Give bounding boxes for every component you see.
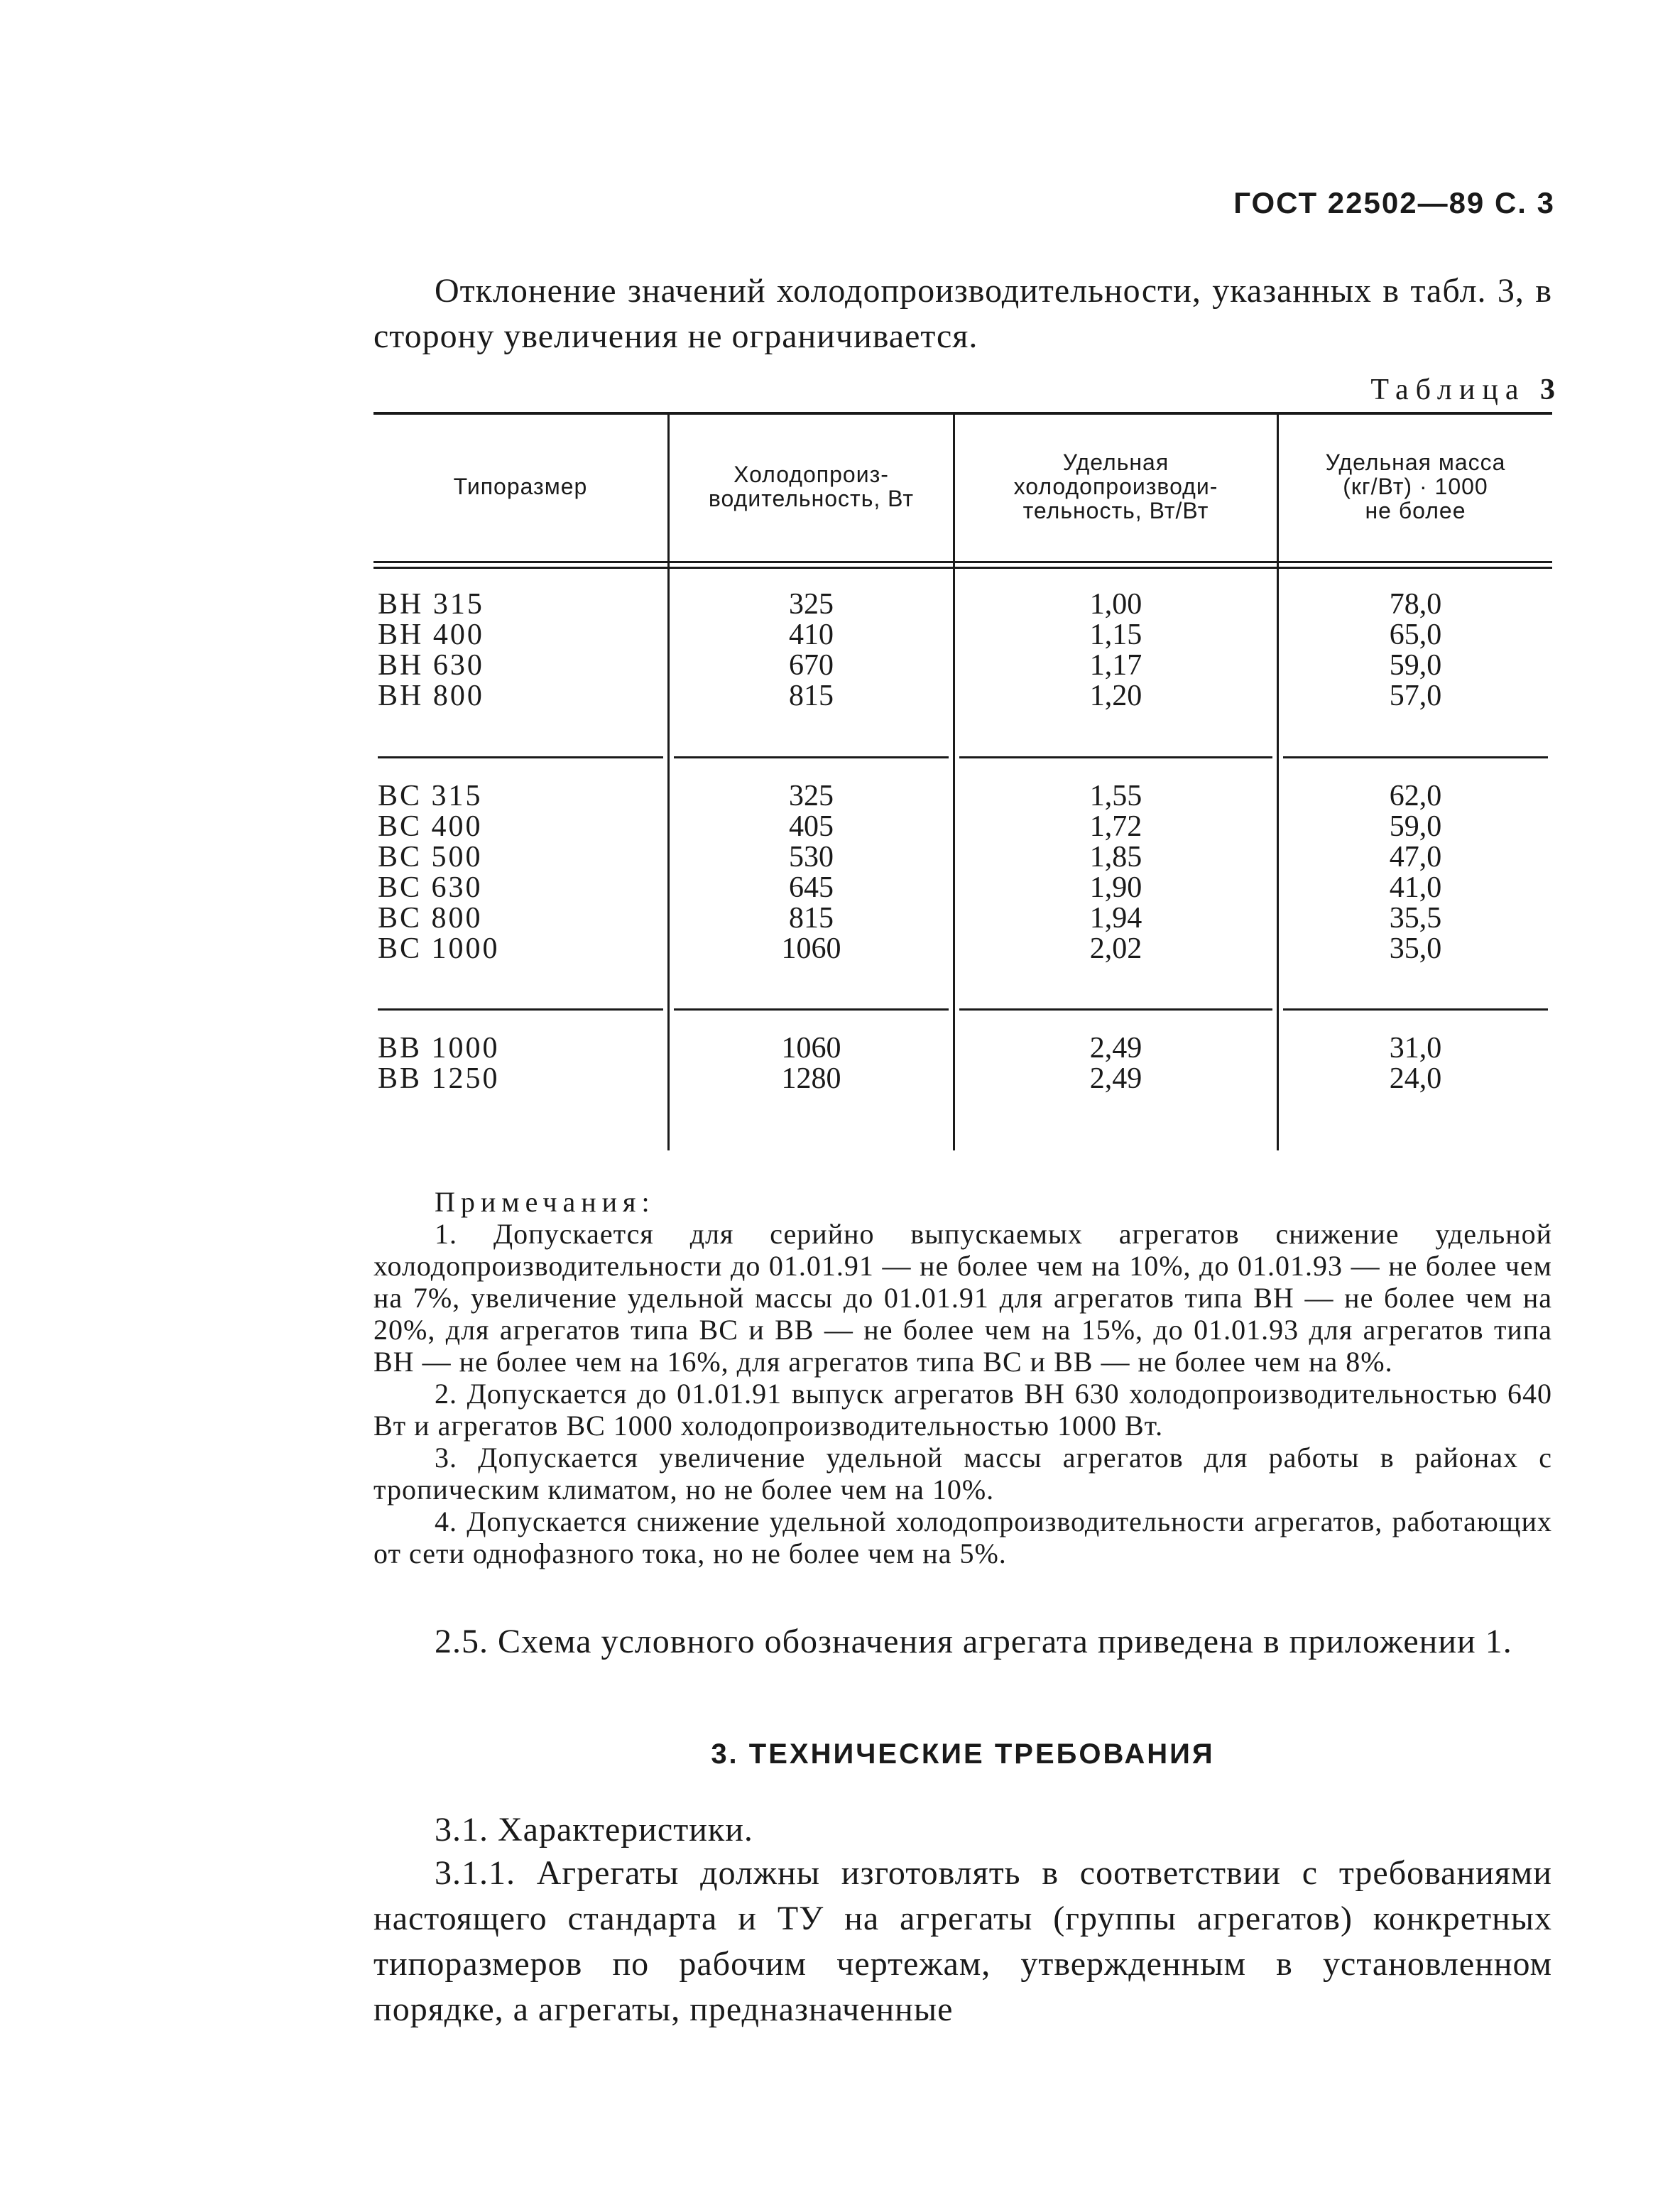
- group-separator: [1283, 1008, 1548, 1011]
- cell-specific-mass: 65,0: [1389, 619, 1442, 651]
- paragraph-2-5: 2.5. Схема условного обозначения агрегата приведена в приложении 1.: [435, 1623, 1512, 1660]
- paragraph-3-1: 3.1. Характеристики.: [435, 1811, 753, 1849]
- header-line: холодопроизводи-: [1013, 474, 1218, 499]
- cell-specific-capacity: 1,94: [1089, 902, 1142, 935]
- cell-capacity: 410: [789, 619, 834, 651]
- table-row: [373, 842, 1552, 872]
- data-table: [373, 412, 1552, 1150]
- cell-type: ВН 630: [378, 649, 484, 682]
- table-row: [373, 1064, 1552, 1094]
- notes-title: Примечания:: [435, 1186, 655, 1218]
- group-separator: [378, 1008, 663, 1011]
- cell-specific-mass: 24,0: [1389, 1062, 1442, 1095]
- cell-specific-mass: 62,0: [1389, 780, 1442, 812]
- cell-specific-mass: 59,0: [1389, 810, 1442, 843]
- table-label-number: 3: [1540, 374, 1555, 406]
- cell-specific-mass: 78,0: [1389, 588, 1442, 621]
- header-line: Типоразмер: [453, 474, 588, 499]
- table-row: [373, 873, 1552, 903]
- intro-paragraph: Отклонение значений холодопроизводительности, указанных в табл. 3, в сторону увеличения не ограничивается.: [373, 272, 1552, 355]
- header-capacity: [670, 412, 953, 561]
- note-item: 3. Допускается увеличение удельной массы агрегатов для работы в районах с тропическим климатом, но не более чем на 10%.: [373, 1442, 1552, 1506]
- cell-capacity: 1280: [781, 1062, 841, 1095]
- cell-type: ВС 630: [378, 871, 483, 904]
- cell-specific-mass: 35,0: [1389, 932, 1442, 965]
- cell-specific-mass: 41,0: [1389, 871, 1442, 904]
- cell-capacity: 405: [789, 810, 834, 843]
- header-specific-mass: [1279, 412, 1552, 561]
- cell-specific-mass: 59,0: [1389, 649, 1442, 682]
- header-line: Удельная масса: [1325, 450, 1506, 475]
- cell-type: ВВ 1250: [378, 1062, 500, 1095]
- group-separator: [674, 1008, 949, 1011]
- cell-specific-capacity: 1,72: [1089, 810, 1142, 843]
- cell-specific-capacity: 2,49: [1089, 1062, 1142, 1095]
- table-row: [373, 681, 1552, 711]
- table-row: [373, 934, 1552, 964]
- group-separator: [674, 756, 949, 758]
- cell-specific-capacity: 1,20: [1089, 680, 1142, 712]
- notes-block: [373, 1186, 1552, 1569]
- cell-type: ВС 315: [378, 780, 483, 812]
- cell-type: ВС 800: [378, 902, 483, 935]
- cell-specific-capacity: 2,02: [1089, 932, 1142, 965]
- cell-type: ВН 400: [378, 619, 484, 651]
- cell-specific-mass: 35,5: [1389, 902, 1442, 935]
- header-rule-1: [373, 561, 1552, 563]
- header-line: тельность, Вт/Вт: [1022, 498, 1209, 523]
- table-row: [373, 781, 1552, 811]
- cell-capacity: 325: [789, 588, 834, 621]
- cell-type: ВВ 1000: [378, 1032, 500, 1065]
- cell-type: ВН 315: [378, 588, 484, 621]
- cell-specific-mass: 47,0: [1389, 841, 1442, 873]
- cell-specific-capacity: 1,90: [1089, 871, 1142, 904]
- header-line: не более: [1365, 498, 1466, 523]
- cell-capacity: 530: [789, 841, 834, 873]
- cell-specific-capacity: 2,49: [1089, 1032, 1142, 1065]
- group-separator: [959, 756, 1272, 758]
- header-line: водительность, Вт: [708, 486, 915, 511]
- table-row: [373, 1033, 1552, 1063]
- group-separator: [1283, 756, 1548, 758]
- cell-type: ВС 400: [378, 810, 483, 843]
- note-item: 1. Допускается для серийно выпускаемых агрегатов снижение удельной холодопроизводительности до 01.01.91 — не более чем на 10%, до 01.01.93 — не более чем на 7%, увеличение удельной массы до 01.01.91 для агрегатов типа ВН — не более чем на 20%, для агрегатов типа ВС и ВВ — не более чем на 15%, до 01.01.93 для агрегатов типа ВН — не более чем на 16%, для агрегатов типа ВС и ВВ — не более чем на 8%.: [373, 1218, 1552, 1378]
- header-line: Удельная: [1062, 450, 1169, 475]
- cell-specific-mass: 57,0: [1389, 680, 1442, 712]
- paragraph-3-1-1: 3.1.1. Агрегаты должны изготовлять в соответствии с требованиями настоящего стандарта и ТУ на агрегаты (группы агрегатов) конкретных типоразмеров по рабочим чертежам, утвержденным в установленном порядке, а агрегаты, предназначенные: [373, 1854, 1552, 2028]
- table-label-word: Таблица: [1370, 374, 1526, 406]
- table-row: [373, 650, 1552, 680]
- cell-capacity: 325: [789, 780, 834, 812]
- cell-type: ВС 1000: [378, 932, 500, 965]
- cell-type: ВН 800: [378, 680, 484, 712]
- header-line: (кг/Вт) · 1000: [1343, 474, 1488, 499]
- table-row: [373, 589, 1552, 619]
- group-separator: [378, 756, 663, 758]
- note-item: 4. Допускается снижение удельной холодопроизводительности агрегатов, работающих от сети однофазного тока, но не более чем на 5%.: [373, 1506, 1552, 1569]
- page-header: ГОСТ 22502—89 С. 3: [1233, 186, 1555, 219]
- cell-specific-capacity: 1,00: [1089, 588, 1142, 621]
- cell-capacity: 815: [789, 902, 834, 935]
- table-label: [1370, 373, 1555, 407]
- cell-capacity: 645: [789, 871, 834, 904]
- cell-specific-capacity: 1,17: [1089, 649, 1142, 682]
- group-separator: [959, 1008, 1272, 1011]
- table-row: [373, 812, 1552, 842]
- cell-specific-mass: 31,0: [1389, 1032, 1442, 1065]
- note-item: 2. Допускается до 01.01.91 выпуск агрегатов ВН 630 холодопроизводительностью 640 Вт и агрегатов ВС 1000 холодопроизводительностью 1000 Вт.: [373, 1378, 1552, 1442]
- cell-type: ВС 500: [378, 841, 483, 873]
- cell-capacity: 670: [789, 649, 834, 682]
- section-title: 3. ТЕХНИЧЕСКИЕ ТРЕБОВАНИЯ: [711, 1738, 1215, 1770]
- cell-capacity: 1060: [781, 1032, 841, 1065]
- header-rule-2: [373, 567, 1552, 569]
- header-specific-capacity: [955, 412, 1277, 561]
- header-line: Холодопроиз-: [733, 462, 889, 487]
- cell-specific-capacity: 1,85: [1089, 841, 1142, 873]
- table-row: [373, 620, 1552, 650]
- cell-specific-capacity: 1,15: [1089, 619, 1142, 651]
- cell-capacity: 1060: [781, 932, 841, 965]
- cell-capacity: 815: [789, 680, 834, 712]
- cell-specific-capacity: 1,55: [1089, 780, 1142, 812]
- header-type: [373, 412, 667, 561]
- table-row: [373, 903, 1552, 933]
